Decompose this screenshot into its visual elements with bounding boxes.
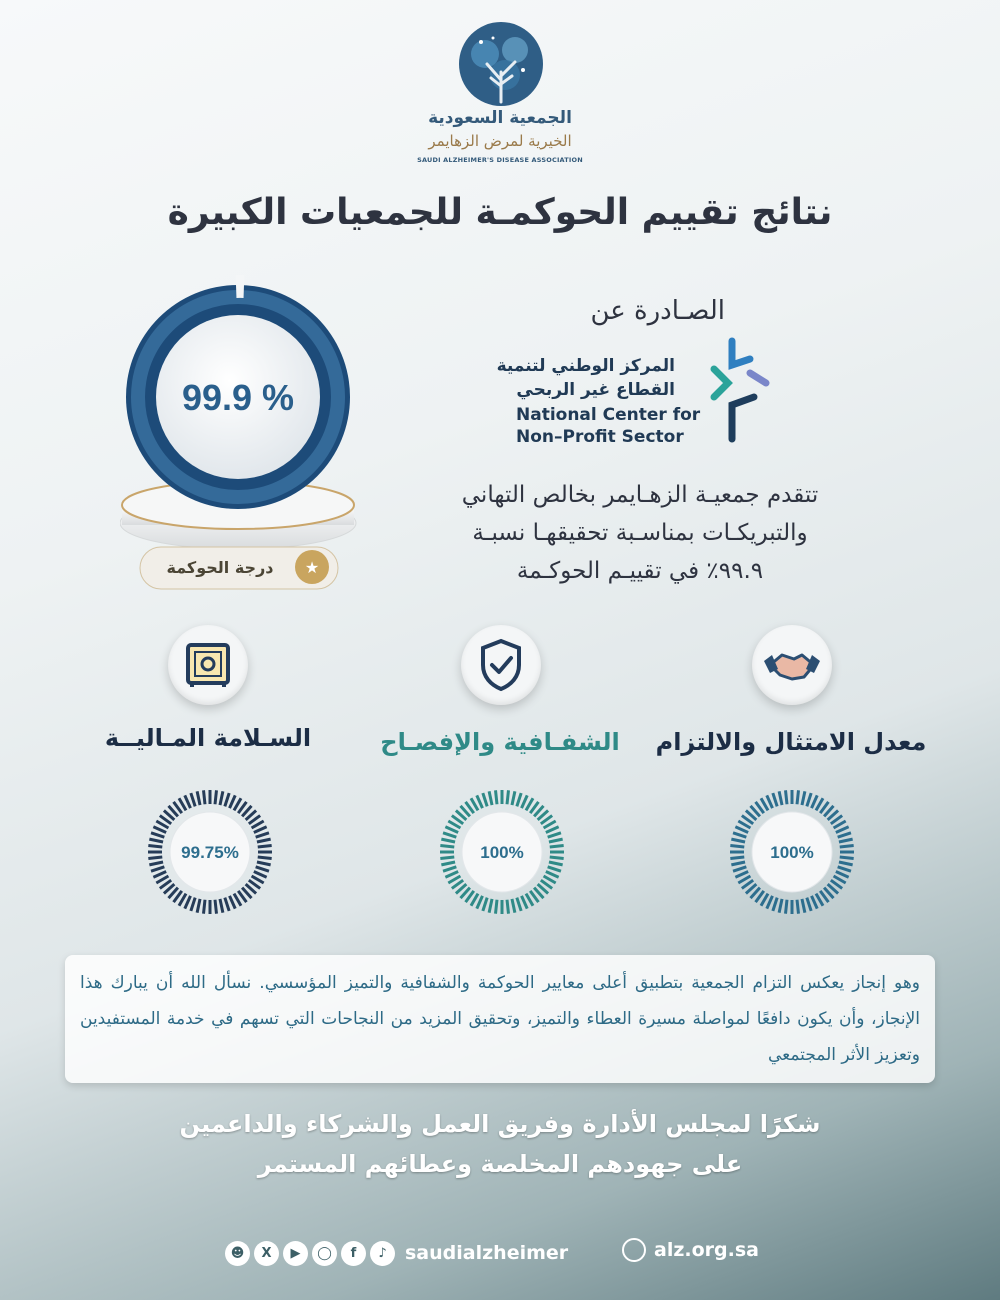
ring-tick	[483, 793, 487, 806]
ring-tick	[840, 857, 854, 858]
ring-tick	[730, 846, 744, 847]
ring-tick	[786, 900, 787, 914]
ring-tick	[735, 827, 748, 833]
ring-tick	[151, 833, 164, 837]
ring-tick	[838, 867, 851, 871]
ring-tick	[517, 898, 521, 911]
ring-tick	[522, 896, 528, 909]
ring-tick	[802, 791, 805, 805]
ring-tick	[230, 795, 236, 808]
ring-tick	[767, 795, 773, 808]
ring-tick	[185, 795, 191, 808]
ring-tick	[807, 793, 811, 806]
ring-tick	[779, 791, 782, 805]
page-title: نتائج تقييم الحوكمـة للجمعيات الكبيرة	[167, 192, 833, 233]
ring-tick	[215, 790, 216, 804]
ring-tick	[489, 791, 492, 805]
metric-ring-compliance	[727, 787, 857, 917]
handshake-icon	[752, 625, 832, 705]
tiktok-icon[interactable]: ♪	[370, 1241, 395, 1266]
website-link[interactable]	[622, 1238, 759, 1262]
ring-tick	[802, 899, 805, 913]
ring-tick	[148, 846, 162, 847]
metric-title-compliance: معدل الامتثال والالتزام	[655, 728, 927, 756]
ring-tick	[730, 857, 744, 858]
globe-icon	[622, 1238, 646, 1262]
facebook-icon[interactable]: f	[341, 1241, 366, 1266]
ring-tick	[185, 896, 191, 909]
ring-tick	[440, 846, 454, 847]
ring-tick	[549, 862, 563, 865]
ring-tick	[522, 795, 528, 808]
ring-tick	[838, 833, 851, 837]
ring-tick	[151, 867, 164, 871]
ring-tick	[153, 827, 166, 833]
ring-tick	[440, 857, 454, 858]
ring-tick	[812, 896, 818, 909]
snapchat-icon[interactable]: ☻	[225, 1241, 250, 1266]
instagram-icon[interactable]: ◯	[312, 1241, 337, 1266]
ring-tick	[812, 795, 818, 808]
ring-tick	[733, 867, 746, 871]
ring-tick	[215, 900, 216, 914]
overall-percent-text: 99.9 %	[181, 377, 295, 418]
ring-tick	[220, 899, 223, 913]
ring-tick	[477, 896, 483, 909]
ring-tick	[191, 793, 195, 806]
shield-check-icon	[461, 625, 541, 705]
ring-tick	[148, 857, 162, 858]
ring-tick	[191, 898, 195, 911]
youtube-icon[interactable]: ▶	[283, 1241, 308, 1266]
ring-tick	[254, 827, 267, 833]
ring-tick	[836, 872, 849, 878]
social-links	[225, 1238, 568, 1268]
metric-title-financial-safety: السـلامة المـاليــة	[104, 724, 312, 752]
ring-tick	[489, 899, 492, 913]
ring-tick	[441, 839, 455, 842]
thanks-line-2: على جهودهم المخلصة وعطائهم المستمر	[257, 1150, 743, 1178]
ring-tick	[786, 790, 787, 804]
ring-tick	[443, 867, 456, 871]
social-handle[interactable]: saudialzheimer	[405, 1242, 569, 1264]
congrats-line-3: ٩٩.٩٪ في تقييـم الحوكـمة	[516, 558, 764, 584]
ring-tick	[731, 862, 745, 865]
ring-tick	[512, 899, 515, 913]
website-url[interactable]: alz.org.sa	[654, 1239, 759, 1261]
ring-tick	[773, 898, 777, 911]
ring-tick	[797, 900, 798, 914]
thanks-line-1: شكرًا لمجلس الأدارة وفريق العمل والشركاء والداعمين	[179, 1110, 821, 1138]
metric-value-financial-safety: 99.75%	[181, 843, 239, 862]
congratulation-text	[400, 476, 880, 590]
ring-tick	[548, 867, 561, 871]
ring-tick	[256, 867, 269, 871]
metric-ring-transparency	[437, 787, 567, 917]
ring-tick	[230, 896, 236, 909]
ring-tick	[496, 790, 497, 804]
ring-tick	[225, 793, 229, 806]
metric-value-compliance: 100%	[770, 843, 814, 862]
ring-tick	[839, 839, 853, 842]
ring-tick	[773, 793, 777, 806]
issuer-name-en-2: Non–Profit Sector	[516, 427, 684, 447]
ring-tick	[483, 898, 487, 911]
ring-tick	[197, 899, 200, 913]
ring-tick	[550, 846, 564, 847]
ring-tick	[507, 900, 508, 914]
ring-tick	[797, 790, 798, 804]
congrats-line-1: تتقدم جمعيـة الزهـايمر بخالص التهاني	[461, 482, 819, 508]
ring-tick	[512, 791, 515, 805]
metric-title-transparency: الشفـافية والإفصـاح	[380, 728, 620, 756]
issued-by-label: الصـادرة عن	[590, 296, 725, 326]
svg-text:★: ★	[304, 558, 320, 577]
ring-tick	[258, 846, 272, 847]
ring-tick	[477, 795, 483, 808]
ring-tick	[779, 899, 782, 913]
association-name-ar-2: الخيرية لمرض الزهايمر	[428, 132, 572, 150]
issuer-name-en-1: National Center for	[516, 405, 701, 425]
ring-tick	[204, 900, 205, 914]
ring-tick	[153, 872, 166, 878]
ring-tick	[546, 827, 559, 833]
overall-score-gauge	[120, 275, 365, 605]
association-name-ar-1: الجمعية السعودية	[428, 108, 572, 128]
ring-tick	[257, 839, 271, 842]
ring-tick	[767, 896, 773, 909]
ring-tick	[517, 793, 521, 806]
metric-value-transparency: 100%	[480, 843, 524, 862]
ring-tick	[197, 791, 200, 805]
ring-tick	[204, 790, 205, 804]
ring-tick	[149, 862, 163, 865]
x-icon[interactable]: X	[254, 1241, 279, 1266]
ring-tick	[256, 833, 269, 837]
safe-icon	[168, 625, 248, 705]
ring-tick	[807, 898, 811, 911]
ring-tick	[550, 857, 564, 858]
ring-tick	[836, 827, 849, 833]
association-name-en: SAUDI ALZHEIMER'S DISEASE ASSOCIATION	[417, 156, 583, 164]
ring-tick	[445, 872, 458, 878]
metric-ring-financial-safety	[145, 787, 275, 917]
tree-logo-icon	[455, 20, 547, 112]
ring-tick	[735, 872, 748, 878]
ring-tick	[149, 839, 163, 842]
issuer-name-ar-2: القطاع غير الربحي	[516, 380, 675, 400]
ring-tick	[443, 833, 456, 837]
ring-tick	[549, 839, 563, 842]
ring-tick	[258, 857, 272, 858]
ring-tick	[441, 862, 455, 865]
ring-tick	[840, 846, 854, 847]
ring-tick	[548, 833, 561, 837]
ring-tick	[731, 839, 745, 842]
ring-tick	[257, 862, 271, 865]
issuer-name-ar-1: المركز الوطني لتنمية	[496, 356, 675, 376]
message-text: وهو إنجاز يعكس التزام الجمعية بتطبيق أعلى معايير الحوكمة والشفافية والتميز المؤسسي. نسأل الله أن يبارك هذا الإنجاز، وأن يكون دافعًا لمواصلة مسيرة العطاء والتميز، وتحقيق المزيد من النجاحات التي تسهم في خدمة المستفيدين وتعزيز الأثر المجتمعي	[80, 973, 920, 1065]
ring-tick	[225, 898, 229, 911]
ring-tick	[220, 791, 223, 805]
congrats-line-2: والتبريكـات بمناسـبة تحقيقهـا نسبـة	[472, 520, 808, 546]
ring-tick	[254, 872, 267, 878]
overall-badge-label: درجة الحوكمة	[166, 558, 274, 577]
ncnp-logo-icon	[710, 335, 770, 445]
ring-tick	[445, 827, 458, 833]
ring-tick	[507, 790, 508, 804]
ring-tick	[496, 900, 497, 914]
ring-tick	[733, 833, 746, 837]
ring-tick	[839, 862, 853, 865]
ring-tick	[546, 872, 559, 878]
